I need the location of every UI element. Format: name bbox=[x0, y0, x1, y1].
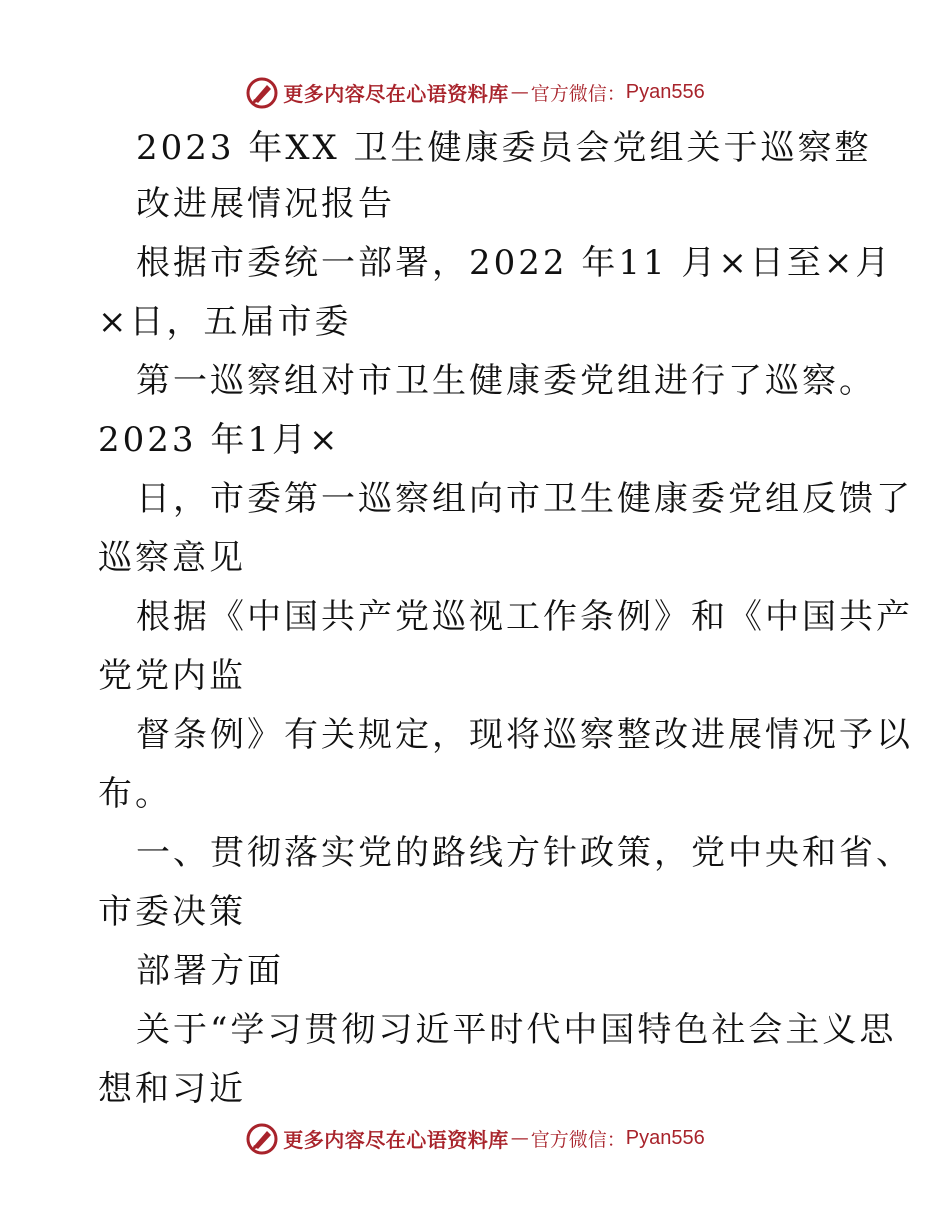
footer-banner bbox=[0, 1118, 950, 1158]
paragraph-line: 日，市委第一巡察组向市卫生健康委党组反馈了 bbox=[136, 479, 913, 519]
wechat-label: 官方微信： bbox=[530, 82, 626, 105]
wechat-id: Pyan556 bbox=[625, 1126, 705, 1149]
section-heading-line: 一、贯彻落实党的路线方针政策，党中央和省、 bbox=[136, 833, 913, 873]
paragraph-line: 巡察意见 bbox=[98, 538, 246, 578]
document-title-line-2: 改进展情况报告 bbox=[136, 184, 395, 224]
wechat-label: 官方微信： bbox=[530, 1128, 626, 1151]
logo-icon bbox=[245, 1122, 279, 1156]
paragraph-line: 根据市委统一部署，2022 年11 月×日至×月 bbox=[136, 243, 893, 283]
section-heading-line: 部署方面 bbox=[136, 951, 284, 991]
banner-separator: — bbox=[510, 81, 529, 103]
header-banner bbox=[0, 72, 950, 112]
paragraph-line: 2023 年1月× bbox=[98, 420, 341, 460]
paragraph-line: 想和习近 bbox=[98, 1069, 246, 1109]
paragraph-line: 党党内监 bbox=[98, 656, 246, 696]
paragraph-line: 关于“学习贯彻习近平时代中国特色社会主义思 bbox=[136, 1010, 897, 1050]
wechat-id: Pyan556 bbox=[625, 80, 705, 103]
document-title-line-1: 2023 年XX 卫生健康委员会党组关于巡察整 bbox=[136, 128, 872, 168]
paragraph-line: 第一巡察组对市卫生健康委党组进行了巡察。 bbox=[136, 361, 876, 401]
site-text: 更多内容尽在心语资料库 bbox=[283, 81, 509, 106]
section-heading-line: 市委决策 bbox=[98, 892, 246, 932]
banner-separator: — bbox=[510, 1127, 529, 1149]
paragraph-line: 督条例》有关规定，现将巡察整改进展情况予以 bbox=[136, 715, 913, 755]
paragraph-line: 布。 bbox=[98, 774, 172, 814]
paragraph-line: 根据《中国共产党巡视工作条例》和《中国共产 bbox=[136, 597, 913, 637]
paragraph-line: ×日，五届市委 bbox=[98, 302, 352, 342]
site-text: 更多内容尽在心语资料库 bbox=[283, 1127, 509, 1152]
logo-icon bbox=[245, 76, 279, 110]
